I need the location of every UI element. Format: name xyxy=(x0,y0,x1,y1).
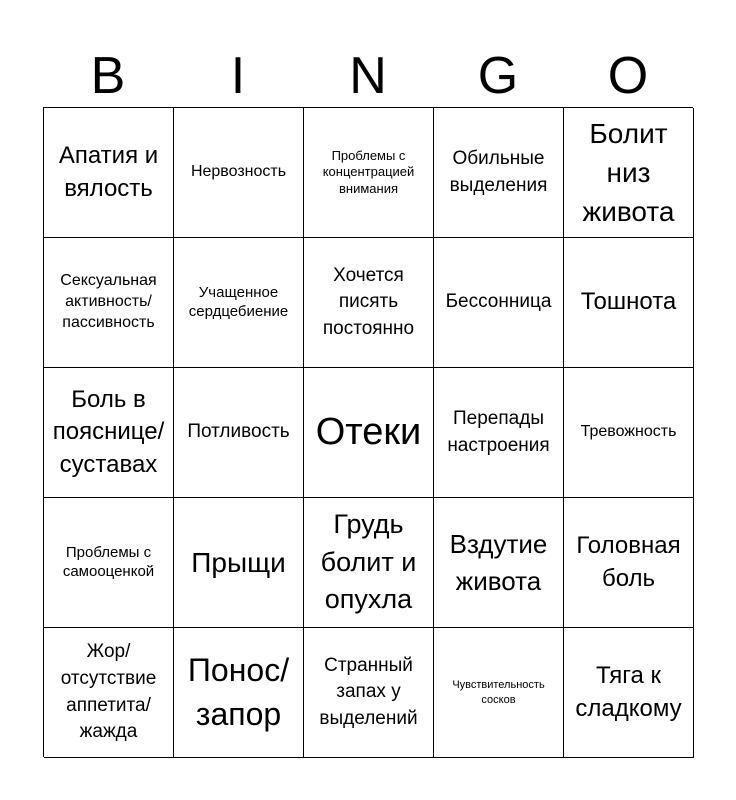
bingo-cell-4[interactable] xyxy=(434,108,564,238)
cell-label: Отеки xyxy=(315,410,422,453)
bingo-cell-20[interactable] xyxy=(564,498,694,628)
cell-label: Проблемы с концентрацией внимания xyxy=(322,148,415,196)
cell-label: Боль в пояснице/ суставах xyxy=(52,385,165,478)
bingo-cell-9[interactable] xyxy=(434,238,564,368)
bingo-cell-14[interactable] xyxy=(434,368,564,498)
bingo-cell-23[interactable] xyxy=(304,628,434,758)
cell-label: Учащенное сердцебиение xyxy=(188,283,289,320)
bingo-cell-8[interactable] xyxy=(304,238,434,368)
cell-label: Бессонница xyxy=(445,291,552,313)
bingo-cell-25[interactable] xyxy=(564,628,694,758)
cell-label: Головная боль xyxy=(576,532,681,592)
cell-label: Потливость xyxy=(187,421,290,443)
cell-label: Прыщи xyxy=(191,546,286,578)
bingo-cell-17[interactable] xyxy=(174,498,304,628)
bingo-cell-21[interactable] xyxy=(44,628,174,758)
header-letter-b: B xyxy=(90,47,126,105)
bingo-cell-5[interactable] xyxy=(564,108,694,238)
cell-label: Обильные выделения xyxy=(449,147,548,196)
cell-label: Сексуальная активность/ пассивность xyxy=(60,272,157,331)
bingo-cell-15[interactable] xyxy=(564,368,694,498)
cell-label: Странный запах у выделений xyxy=(319,654,418,729)
cell-label: Тревожность xyxy=(580,423,677,441)
cell-label: Понос/ запор xyxy=(187,652,290,732)
cell-label: Жор/ отсутствие аппетита/ жажда xyxy=(60,641,157,743)
bingo-cell-16[interactable] xyxy=(44,498,174,628)
cell-label: Проблемы с самооценкой xyxy=(62,543,155,580)
bingo-header xyxy=(43,46,693,106)
cell-label: Грудь болит и опухла xyxy=(320,508,417,615)
bingo-cell-12[interactable] xyxy=(174,368,304,498)
bingo-cell-11[interactable] xyxy=(44,368,174,498)
header-letter-n: N xyxy=(349,47,387,105)
header-letter-o: O xyxy=(607,47,649,105)
header-letter-i: I xyxy=(230,47,246,105)
cell-label: Апатия и вялость xyxy=(58,142,159,202)
bingo-cell-1[interactable] xyxy=(44,108,174,238)
bingo-cell-18[interactable] xyxy=(304,498,434,628)
bingo-cell-2[interactable] xyxy=(174,108,304,238)
cell-label: Вздутие живота xyxy=(449,529,548,596)
bingo-cell-19[interactable] xyxy=(434,498,564,628)
bingo-grid xyxy=(43,107,693,757)
bingo-cell-13[interactable] xyxy=(304,368,434,498)
cell-label: Нервозность xyxy=(190,163,287,181)
bingo-cell-10[interactable] xyxy=(564,238,694,368)
bingo-cell-22[interactable] xyxy=(174,628,304,758)
bingo-cell-24[interactable] xyxy=(434,628,564,758)
bingo-cell-6[interactable] xyxy=(44,238,174,368)
cell-label: Тяга к сладкому xyxy=(575,662,682,722)
cell-label: Тошнота xyxy=(580,288,677,316)
cell-label: Болит низ живота xyxy=(582,117,675,228)
bingo-cell-7[interactable] xyxy=(174,238,304,368)
cell-label: Хочется писять постоянно xyxy=(322,264,415,339)
cell-label: Чувствительность сосков xyxy=(452,678,545,706)
cell-label: Перепады настроения xyxy=(447,407,550,456)
header-letter-g: G xyxy=(477,47,519,105)
bingo-cell-3[interactable] xyxy=(304,108,434,238)
